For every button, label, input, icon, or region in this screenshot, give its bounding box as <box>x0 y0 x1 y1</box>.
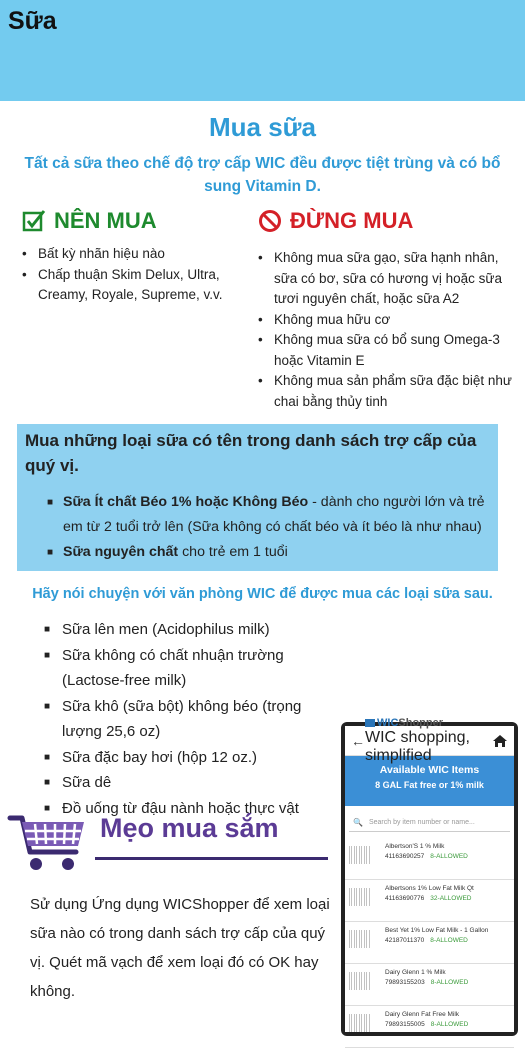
checkbox-icon <box>22 209 46 233</box>
buy-heading <box>22 208 157 234</box>
search-placeholder: Search by item number or name... <box>368 819 475 826</box>
item-code: 42187011370 <box>385 937 425 944</box>
item-bold: Sữa Ít chất Béo 1% hoặc Không Béo <box>63 494 309 510</box>
dont-buy-heading-label: ĐỪNG MUA <box>290 208 414 233</box>
approved-milk-box <box>17 424 498 571</box>
barcode-icon <box>349 846 371 864</box>
shopping-cart-icon <box>8 812 88 874</box>
search-input[interactable] <box>349 814 510 832</box>
list-item[interactable] <box>345 880 514 922</box>
dont-buy-heading <box>258 208 413 234</box>
logo-rest: Shopper <box>398 716 444 729</box>
list-item <box>47 540 492 565</box>
item-list <box>345 838 514 1048</box>
item-status: 8-ALLOWED <box>430 979 469 986</box>
tips-title: Mẹo mua sắm <box>100 813 279 843</box>
list-item: ■ Sữa khô (sữa bột) không béo (trọng lượng 25,6 oz) <box>44 694 344 745</box>
section-subtitle: Tất cả sữa theo chế độ trợ cấp WIC đều được tiệt trùng và có bổ sung Vitamin D. <box>24 155 501 195</box>
logo-main: WIC <box>377 716 399 729</box>
logo-tagline: WIC shopping, simplified <box>365 728 470 764</box>
app-topbar <box>345 716 514 764</box>
list-item: • Chấp thuận Skim Delux, Ultra, Creamy, Royale, Supreme, v.v. <box>22 265 242 306</box>
page-title: Sữa <box>8 7 57 35</box>
tips-divider <box>95 857 328 860</box>
item-status: 32-ALLOWED <box>430 895 472 902</box>
list-item[interactable] <box>345 922 514 964</box>
list-item: • Không mua sản phẩm sữa đặc biệt như chai bằng thủy tinh <box>258 371 518 412</box>
item-name: Best Yet 1% Low Fat Milk - 1 Gallon <box>385 927 489 934</box>
list-item[interactable] <box>345 1006 514 1048</box>
special-milk-list <box>44 617 344 821</box>
barcode-icon <box>349 930 371 948</box>
barcode-icon <box>349 1014 371 1032</box>
list-item: • Không mua sữa có bổ sung Omega-3 hoặc Vitamin E <box>258 330 518 371</box>
dont-buy-list <box>258 248 518 412</box>
list-item: ■ Sữa lên men (Acidophilus milk) <box>44 617 344 643</box>
available-heading: Available WIC Items <box>379 764 480 776</box>
barcode-icon <box>349 972 371 990</box>
logo-text <box>377 717 443 729</box>
approved-milk-list <box>47 490 492 565</box>
barcode-icon <box>349 888 371 906</box>
buy-heading-label: NÊN MUA <box>54 208 157 233</box>
buy-list <box>22 244 242 306</box>
item-name: Albertson'S 1 % Milk <box>385 843 445 850</box>
item-name: Dairy Glenn Fat Free Milk <box>385 1011 460 1018</box>
talk-to-wic-title: Hãy nói chuyện với văn phòng WIC để được mua các loại sữa sau. <box>32 586 493 602</box>
item-name: Dairy Glenn 1 % Milk <box>385 969 446 976</box>
list-item: • Bất kỳ nhãn hiệu nào <box>22 244 242 265</box>
item-code: 41163690776 <box>385 895 425 902</box>
list-item: • Không mua hữu cơ <box>258 310 518 331</box>
item-text: cho trẻ em 1 tuổi <box>178 544 288 560</box>
app-screen <box>345 716 514 1032</box>
back-arrow-icon[interactable]: ← <box>351 732 365 749</box>
item-status: 8-ALLOWED <box>430 853 468 860</box>
list-item: ■ Đồ uống từ đậu nành hoặc thực vật <box>44 796 344 822</box>
list-item <box>47 490 492 540</box>
tips-text: Sử dụng Ứng dụng WICShopper để xem loại sữa nào có trong danh sách trợ cấp của quý vị. Quét mã vạch để xem loại đó có OK hay không. <box>30 896 330 1000</box>
list-item[interactable] <box>345 964 514 1006</box>
list-item: • Không mua sữa gạo, sữa hạnh nhân, sữa có bơ, sữa có hương vị hoặc sữa tươi nguyên chất, hoặc sữa A2 <box>258 248 518 310</box>
list-item: ■ Sữa không có chất nhuận trường (Lactose-free milk) <box>44 643 344 694</box>
home-icon[interactable] <box>492 734 508 748</box>
list-item: ■ Sữa đặc bay hơi (hộp 12 oz.) <box>44 745 344 771</box>
available-subheading: 8 GAL Fat free or 1% milk <box>375 780 484 790</box>
page-header <box>0 0 525 101</box>
item-name: Albertsons 1% Low Fat Milk Qt <box>385 885 474 892</box>
item-status: 8-ALLOWED <box>430 937 468 944</box>
section-title: Mua sữa <box>209 112 316 142</box>
item-bold: Sữa nguyên chất <box>63 544 179 560</box>
logo-mark-icon <box>365 719 375 727</box>
app-logo <box>365 717 492 765</box>
list-item: ■ Sữa dê <box>44 770 344 796</box>
phone-mockup <box>341 716 518 1036</box>
item-code: 41163690257 <box>385 853 425 860</box>
search-icon: 🔍 <box>353 818 363 827</box>
approved-milk-title: Mua những loại sữa có tên trong danh sách trợ cấp của quý vị. <box>25 431 477 475</box>
item-code: 79893155203 <box>385 979 425 986</box>
list-item[interactable] <box>345 838 514 880</box>
item-code: 79893155005 <box>385 1021 425 1028</box>
prohibited-icon <box>258 209 282 233</box>
item-status: 8-ALLOWED <box>430 1021 469 1028</box>
item-text: - dành cho người lớn và trẻ em từ 2 tuổi trở lên (Sữa không có chất béo và ít béo là như nhau) <box>63 494 485 535</box>
